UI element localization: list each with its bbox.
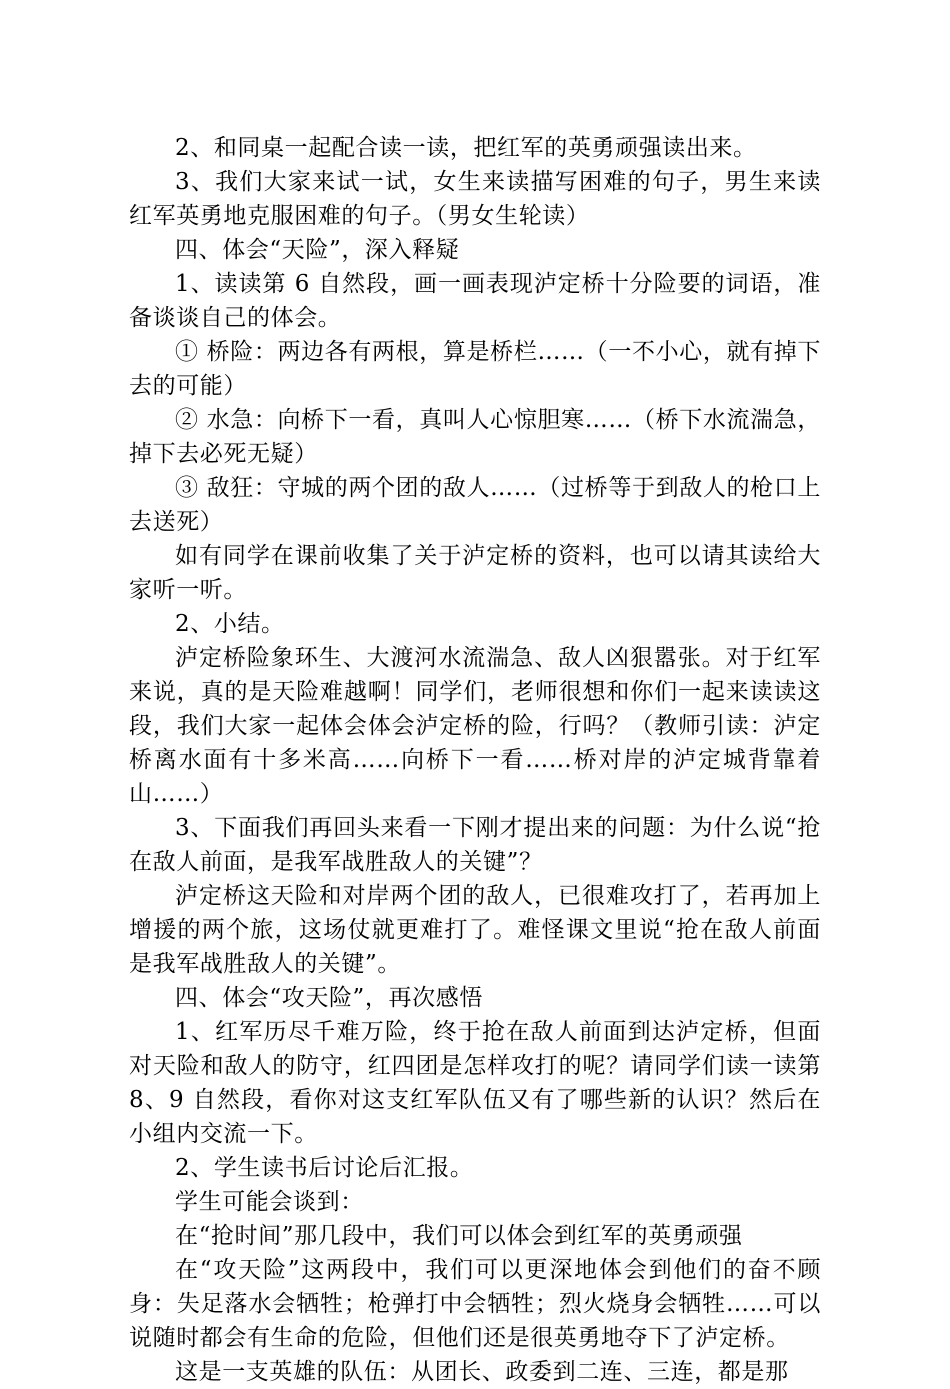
paragraph-question-review: 3、下面我们再回头来看一下刚才提出来的问题：为什么说“抢在敌人前面，是我军战胜敌人的关键”？ (129, 815, 821, 875)
paragraph-materials: 如有同学在课前收集了关于泸定桥的资料，也可以请其读给大家听一听。 (129, 543, 821, 603)
paragraph-gender-reading: 3、我们大家来试一试，女生来读描写困难的句子，男生来读红军英勇地克服困难的句子。（男女生轮读） (129, 169, 821, 229)
list-item-bridge-danger: ① 桥险：两边各有两根，算是桥栏……（一不小心，就有掉下去的可能） (129, 339, 821, 399)
paragraph-report: 2、学生读书后讨论后汇报。 (175, 1155, 474, 1181)
paragraph-students-may-say: 学生可能会谈到： (175, 1189, 364, 1215)
section-heading-attack: 四、体会“攻天险”，再次感悟 (175, 985, 483, 1011)
paragraph-summary: 泸定桥险象环生、大渡河水流湍急、敌人凶狠嚣张。对于红军来说，真的是天险难越啊！同学们，老师很想和你们一起来读读这段，我们大家一起体会体会泸定桥的险，行吗？（教师引读：泸定桥离水面有十多米高……向桥下一看……桥对岸的泸定城背靠着山……） (129, 645, 821, 807)
paragraph-read-together: 2、和同桌一起配合读一读，把红军的英勇顽强读出来。 (175, 135, 757, 161)
document-body (129, 131, 821, 1389)
paragraph-key-explanation: 泸定桥这天险和对岸两个团的敌人，已很难攻打了，若再加上增援的两个旅，这场仗就更难打了。难怪课文里说“抢在敌人前面是我军战胜敌人的关键”。 (129, 883, 821, 977)
paragraph-read-section-6: 1、读读第 6 自然段，画一画表现泸定桥十分险要的词语，准备谈谈自己的体会。 (129, 271, 821, 331)
paragraph-summary-heading: 2、小结。 (175, 611, 285, 637)
paragraph-heroic-team: 这是一支英雄的队伍：从团长、政委到二连、三连，都是那 (175, 1359, 789, 1385)
list-item-water-rapid: ② 水急：向桥下一看，真叫人心惊胆寒……（桥下水流湍急，掉下去必死无疑） (129, 407, 821, 467)
paragraph-read-section-8-9: 1、红军历尽千难万险，终于抢在敌人前面到达泸定桥，但面对天险和敌人的防守，红四团是怎样攻打的呢？请同学们读一读第 8、9 自然段，看你对这支红军队伍又有了哪些新的认识？然后在小组内交流一下。 (129, 1019, 821, 1147)
paragraph-grab-time: 在“抢时间”那几段中，我们可以体会到红军的英勇顽强 (175, 1223, 743, 1249)
section-heading-danger: 四、体会“天险”，深入释疑 (175, 237, 460, 263)
paragraph-attack-danger: 在“攻天险”这两段中，我们可以更深地体会到他们的奋不顾身：失足落水会牺牲；枪弹打中会牺牲；烈火烧身会牺牲……可以说随时都会有生命的危险，但他们还是很英勇地夺下了泸定桥。 (129, 1257, 821, 1351)
list-item-enemy-fierce: ③ 敌狂：守城的两个团的敌人……（过桥等于到敌人的枪口上去送死） (129, 475, 821, 535)
